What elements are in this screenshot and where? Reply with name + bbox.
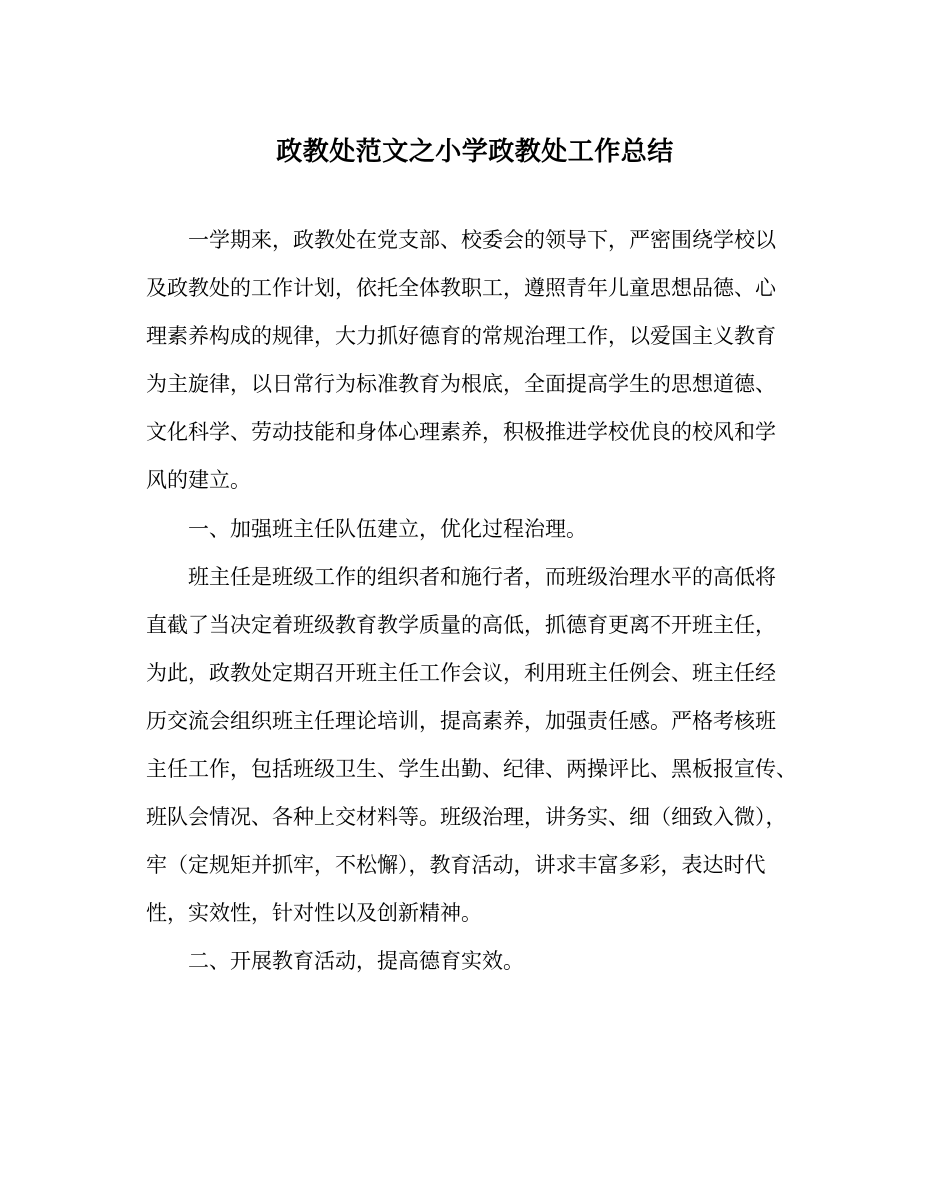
- paragraph-2-line-1: 班主任是班级工作的组织者和施行者，而班级治理水平的高低将: [188, 564, 776, 589]
- paragraph-2-line-2: 直截了当决定着班级教育教学质量的高低，抓德育更离不开班主任，: [146, 612, 776, 637]
- paragraph-1-line-6: 风的建立。: [146, 468, 251, 493]
- document-body: [146, 216, 808, 986]
- paragraph-2-line-3: 为此，政教处定期召开班主任工作会议，利用班主任例会、班主任经: [146, 660, 776, 685]
- paragraph-2-line-6: 班队会情况、各种上交材料等。班级治理，讲务实、细（细致入微），: [146, 805, 787, 830]
- paragraph-1-line-1: 一学期来，政教处在党支部、校委会的领导下，严密围绕学校以: [188, 228, 776, 252]
- paragraph-2-line-4: 历交流会组织班主任理论培训，提高素养，加强责任感。严格考核班: [146, 708, 776, 733]
- paragraph-1-line-4: 为主旋律，以日常行为标准教育为根底，全面提高学生的思想道德、: [146, 372, 776, 397]
- paragraph-1-line-2: 及政教处的工作计划，依托全体教职工，遵照青年儿童思想品德、心: [146, 276, 776, 301]
- paragraph-2-line-5: 主任工作，包括班级卫生、学生出勤、纪律、两操评比、黑板报宣传、: [146, 757, 797, 782]
- paragraph-2-line-8: 性，实效性，针对性以及创新精神。: [146, 901, 482, 926]
- paragraph-2-line-7: 牢（定规矩并抓牢，不松懈），教育活动，讲求丰富多彩，表达时代: [146, 853, 766, 878]
- section-heading-2: 二、开展教育活动，提高德育实效。: [188, 949, 524, 974]
- paragraph-1-line-5: 文化科学、劳动技能和身体心理素养，积极推进学校优良的校风和学: [146, 420, 776, 445]
- document-title: 政教处范文之小学政教处工作总结: [276, 137, 674, 167]
- section-heading-1: 一、加强班主任队伍建立，优化过程治理。: [188, 516, 587, 541]
- paragraph-1-line-3: 理素养构成的规律，大力抓好德育的常规治理工作，以爱国主义教育: [146, 324, 776, 349]
